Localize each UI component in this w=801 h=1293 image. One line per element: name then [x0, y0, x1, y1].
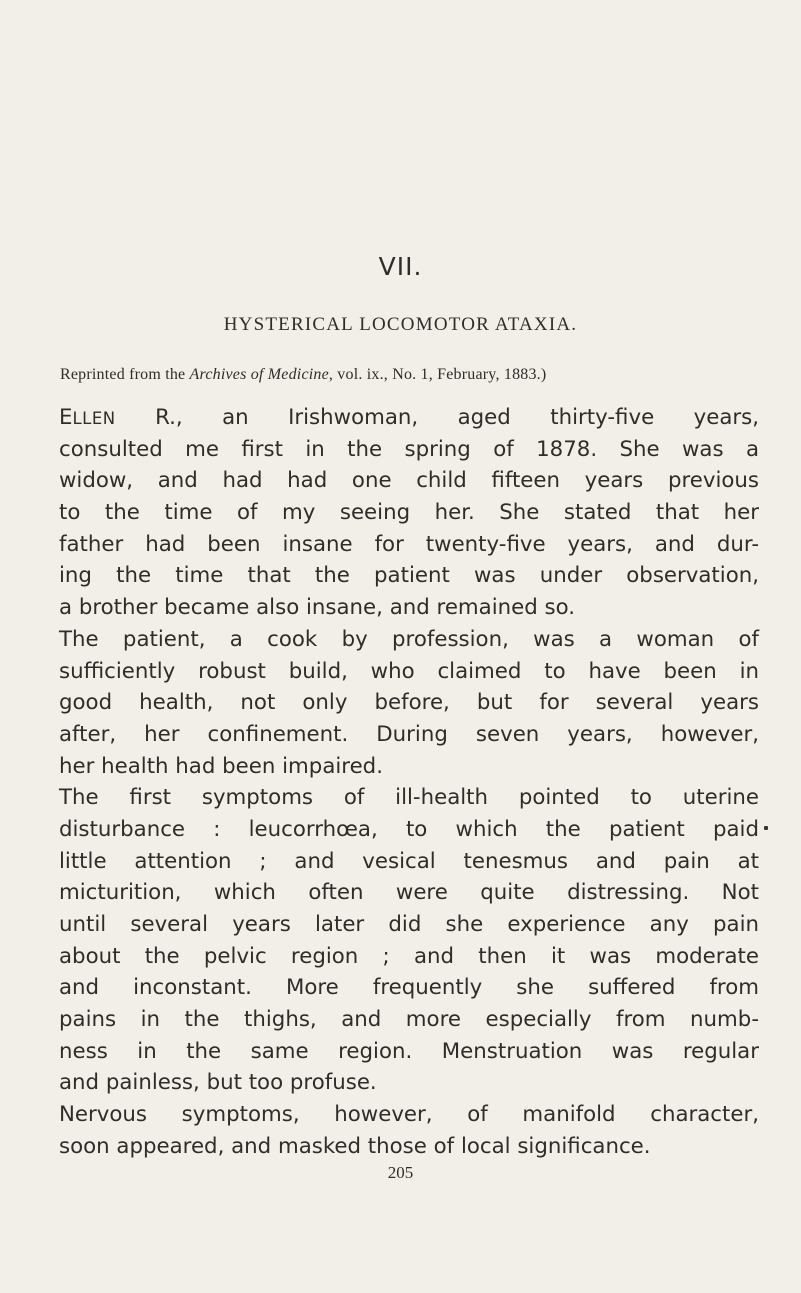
text-line: ness in the same region. Menstruation was regular	[59, 1038, 759, 1064]
reprint-suffix: , vol. ix., No. 1, February, 1883.)	[328, 366, 547, 383]
drop-word-initial: E	[59, 405, 73, 430]
text-line: The patient, a cook by profession, was a woman of	[59, 626, 759, 652]
page-number: 205	[387, 1163, 414, 1182]
reprint-prefix: Reprinted from the	[60, 366, 190, 383]
text-line: and painless, but too profuse.	[59, 1070, 377, 1096]
text-line: micturition, which often were quite distressing. Not	[59, 880, 759, 906]
text-line: pains in the thighs, and more especially from numb-	[59, 1007, 759, 1033]
reprint-journal: Archives of Medicine	[189, 366, 329, 383]
text-line: The first symptoms of ill-health pointed to uterine	[59, 785, 759, 811]
text-line: a brother became also insane, and remained so.	[59, 595, 576, 621]
drop-word-rest: LLEN	[72, 409, 116, 428]
print-speck	[764, 826, 768, 830]
text-line: widow, and had had one child fifteen years previous	[59, 468, 759, 494]
first-line-rest: R., an Irishwoman, aged thirty-five years,	[115, 405, 759, 430]
reprint-note	[60, 366, 760, 384]
text-line: until several years later did she experience any pain	[59, 912, 759, 937]
text-line: and inconstant. More frequently she suffered from	[59, 975, 759, 1001]
chapter-title: HYSTERICAL LOCOMOTOR ATAXIA.	[223, 314, 578, 335]
text-line: soon appeared, and masked those of local significance.	[59, 1133, 651, 1159]
text-line: ing the time that the patient was under observation,	[59, 563, 759, 589]
text-line: sufficiently robust build, who claimed to have been in	[59, 658, 759, 684]
text-line: disturbance : leucorrhœa, to which the patient paid	[59, 816, 759, 842]
text-line: after, her confinement. During seven years, however,	[59, 721, 759, 747]
text-line: to the time of my seeing her. She stated that her	[59, 500, 759, 526]
text-line: consulted me first in the spring of 1878. She was a	[59, 436, 759, 462]
text-line: her health had been impaired.	[59, 753, 383, 779]
text-line: Nervous symptoms, however, of manifold character,	[59, 1102, 759, 1128]
text-line: good health, not only before, but for several years	[59, 690, 759, 716]
text-line: about the pelvic region ; and then it was moderate	[59, 943, 759, 969]
text-line: father had been insane for twenty-five years, and dur-	[59, 531, 759, 557]
text-line	[59, 402, 759, 434]
body-text	[59, 402, 759, 1163]
chapter-number: VII.	[378, 252, 423, 281]
text-line: little attention ; and vesical tenesmus and pain at	[59, 848, 759, 874]
